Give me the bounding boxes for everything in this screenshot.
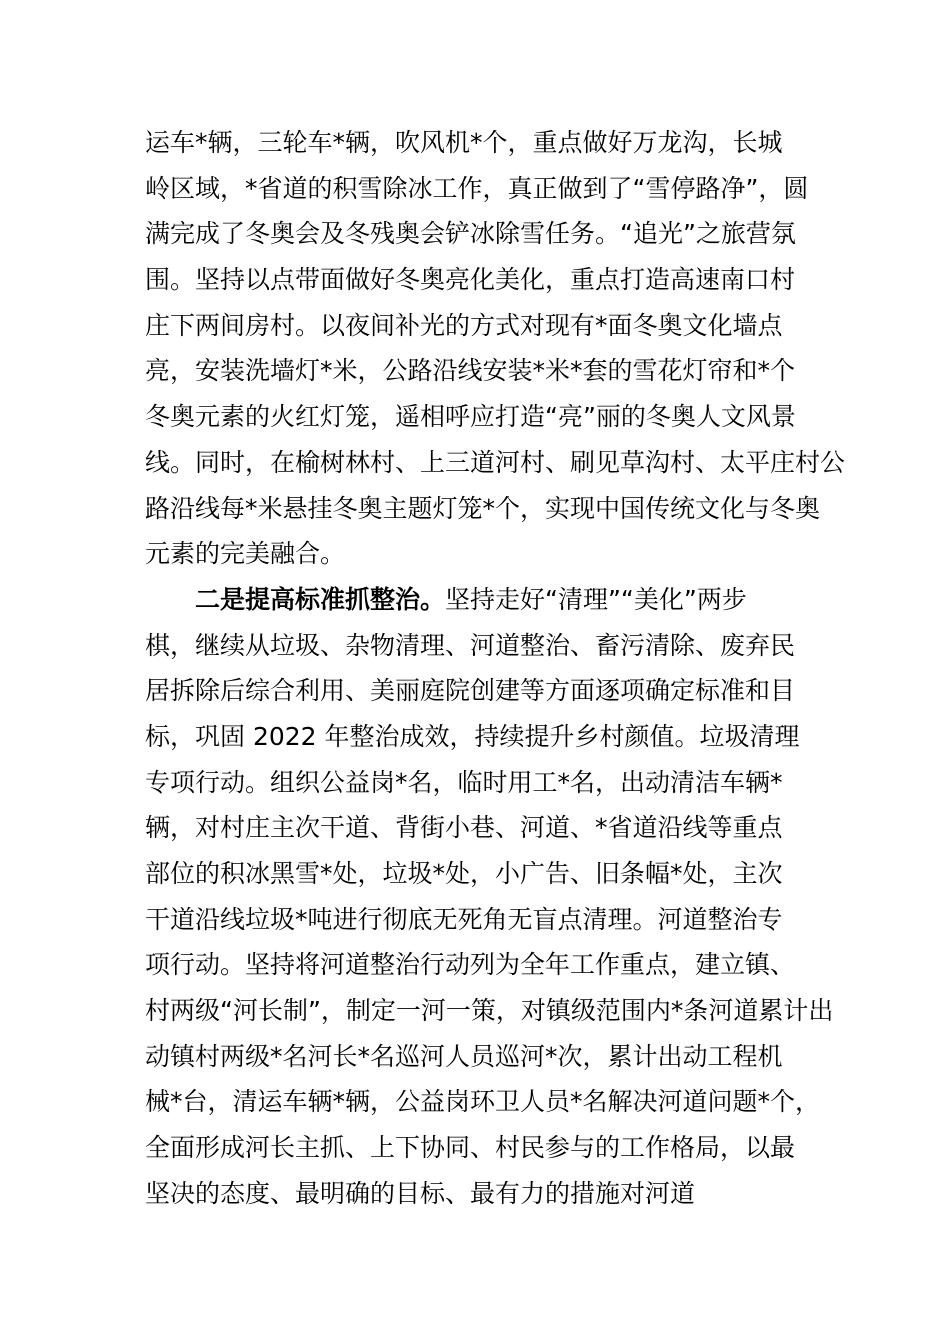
text-line: 元素的完美融合。 — [145, 539, 346, 569]
text-line: 项行动。坚持将河道整治行动列为全年工作重点，建立镇、 — [145, 950, 796, 980]
text-line: 械*台，清运车辆*辆，公益岗环卫人员*名解决河道问题*个， — [145, 1087, 821, 1117]
text-line: 坚决的态度、最明确的目标、最有力的措施对河道 — [145, 1178, 696, 1208]
text-line: 辆，对村庄主次干道、背街小巷、河道、*省道沿线等重点 — [145, 813, 783, 843]
text-line: 庄下两间房村。以夜间补光的方式对现有*面冬奥文化墙点 — [145, 310, 783, 340]
paragraph-2-first-line — [145, 577, 865, 623]
text-line: 冬奥元素的火红灯笼，遥相呼应打造“亮”丽的冬奥人文风景 — [145, 402, 796, 432]
text-line: 村两级“河长制”，制定一河一策，对镇级范围内*条河道累计出 — [145, 996, 834, 1026]
text-line: 路沿线每*米悬挂冬奥主题灯笼*个，实现中国传统文化与冬奥 — [145, 493, 821, 523]
body-text — [145, 120, 865, 1217]
text-line: 亮，安装洗墙灯*米，公路沿线安装*米*套的雪花灯帘和*个 — [145, 356, 796, 386]
text-line: 动镇村两级*名河长*名巡河人员巡河*次，累计出动工程机 — [145, 1041, 783, 1071]
text-line: 线。同时，在榆树林村、上三道河村、刷见草沟村、太平庄村公 — [145, 447, 846, 477]
text-line: 棋，继续从垃圾、杂物清理、河道整治、畜污清除、废弃民 — [145, 630, 796, 660]
text-line: 干道沿线垃圾*吨进行彻底无死角无盲点清理。河道整治专 — [145, 904, 783, 934]
text-line: 部位的积冰黑雪*处，垃圾*处，小广告、旧条幅*处，主次 — [145, 859, 783, 888]
section-heading: 二是提高标准抓整治。 — [195, 584, 446, 614]
text-line: 居拆除后综合利用、美丽庭院创建等方面逐项确定标准和目 — [145, 676, 796, 706]
text-line: 专项行动。组织公益岗*名，临时用工*名，出动清洁车辆* — [145, 767, 783, 797]
text-line: 标，巩固 2022 年整治成效，持续提升乡村颜值。垃圾清理 — [145, 721, 800, 751]
text-line: 全面形成河长主抓、上下协同、村民参与的工作格局，以最 — [145, 1133, 796, 1163]
text-line: 运车*辆，三轮车*辆，吹风机*个，重点做好万龙沟，长城 — [145, 128, 783, 157]
text-line: 满完成了冬奥会及冬残奥会铲冰除雪任务。“追光”之旅营氛 — [145, 219, 796, 249]
text-line: 围。坚持以点带面做好冬奥亮化美化，重点打造高速南口村 — [145, 265, 796, 295]
text-line: 坚持走好“清理”“美化”两步 — [445, 584, 747, 614]
text-line: 岭区域，*省道的积雪除冰工作，真正做到了“雪停路净”，圆 — [145, 173, 809, 203]
